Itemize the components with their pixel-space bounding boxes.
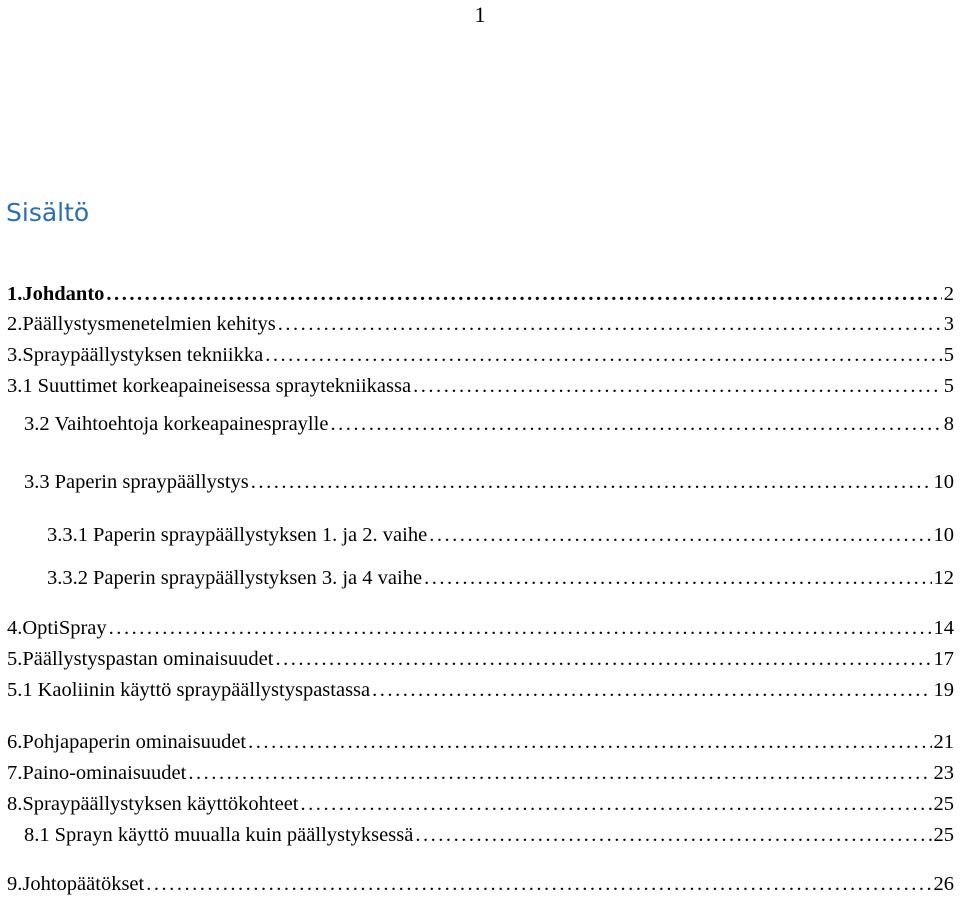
toc-entry-number: 5.1 <box>7 679 33 701</box>
toc-entry-title: Päällystyspastan ominaisuudet <box>22 648 274 670</box>
toc-entry[interactable] <box>7 376 954 397</box>
toc-entry-title: Päällystysmenetelmien kehitys <box>22 313 276 335</box>
toc-leader-dots <box>109 618 932 639</box>
toc-leader-dots <box>248 732 931 753</box>
toc-leader-dots <box>413 376 942 397</box>
toc-entry-title: Paino-ominaisuudet <box>22 762 187 784</box>
toc-entry-number: 1. <box>7 283 23 305</box>
toc-entry-number: 8.1 <box>24 824 50 846</box>
toc-leader-dots <box>424 568 931 589</box>
toc-entry-title: Paperin spraypäällystys <box>54 471 249 493</box>
toc-leader-dots <box>265 345 942 366</box>
toc-entry-number: 7. <box>7 762 23 784</box>
toc-entry-title: Spraypäällystyksen käyttökohteet <box>22 793 299 815</box>
page-title: Sisältö <box>6 198 90 227</box>
toc-entry-page: 2 <box>943 283 954 305</box>
toc-entry-title: Suuttimet korkeapaineisessa spraytekniikassa <box>37 375 412 397</box>
toc-entry-page: 3 <box>943 313 954 335</box>
toc-entry-title: Paperin spraypäällystyksen 3. ja 4 vaihe <box>93 567 423 589</box>
toc-entry-page: 26 <box>933 873 954 895</box>
toc-entry[interactable] <box>7 680 954 701</box>
toc-entry-page: 25 <box>933 824 954 846</box>
toc-entry-number: 3.2 <box>24 413 50 435</box>
toc-leader-dots <box>301 794 932 815</box>
toc-entry-title: Johtopäätökset <box>22 873 145 895</box>
toc-leader-dots <box>251 472 932 493</box>
toc-entry[interactable] <box>7 345 954 366</box>
toc-entry-number: 6. <box>7 731 23 753</box>
toc-entry-number: 2. <box>7 313 23 335</box>
toc-entry-page: 25 <box>933 793 954 815</box>
toc-entry[interactable] <box>24 472 954 493</box>
toc-entry-page: 10 <box>933 471 954 493</box>
toc-entry[interactable] <box>7 618 954 639</box>
toc-entry-page: 12 <box>933 567 954 589</box>
toc-entry[interactable] <box>7 284 954 305</box>
toc-entry[interactable] <box>7 314 954 335</box>
toc-entry-title: Paperin spraypäällystyksen 1. ja 2. vaihe <box>93 524 428 546</box>
toc-leader-dots <box>106 284 941 305</box>
toc-entry-page: 19 <box>933 679 954 701</box>
toc-entry[interactable] <box>47 568 954 589</box>
toc-entry-number: 9. <box>7 873 23 895</box>
toc-entry-number: 3. <box>7 344 23 366</box>
toc-entry-number: 5. <box>7 648 23 670</box>
toc-leader-dots <box>146 874 931 895</box>
toc-entry[interactable] <box>7 649 954 670</box>
toc-leader-dots <box>415 825 931 846</box>
toc-entry-page: 5 <box>943 344 954 366</box>
toc-leader-dots <box>275 649 931 670</box>
toc-entry-page: 14 <box>933 617 954 639</box>
toc-entry-title: Kaoliinin käyttö spraypäällystyspastassa <box>37 679 371 701</box>
toc-entry-page: 8 <box>943 413 954 435</box>
toc-entry-number: 4. <box>7 617 23 639</box>
toc-entry[interactable] <box>7 794 954 815</box>
toc-leader-dots <box>372 680 931 701</box>
toc-entry[interactable] <box>7 732 954 753</box>
toc-entry-page: 5 <box>943 375 954 397</box>
toc-entry[interactable] <box>7 874 954 895</box>
toc-entry-title: Pohjapaperin ominaisuudet <box>22 731 247 753</box>
toc-entry-page: 17 <box>933 648 954 670</box>
toc-entry-number: 3.3.2 <box>47 567 88 589</box>
toc-entry[interactable] <box>47 525 954 546</box>
toc-entry[interactable] <box>24 414 954 435</box>
toc-entry-number: 3.1 <box>7 375 33 397</box>
toc-entry[interactable] <box>24 825 954 846</box>
toc-entry-title: Spraypäällystyksen tekniikka <box>22 344 264 366</box>
toc-entry-page: 21 <box>933 731 954 753</box>
toc-entry-title: Johdanto <box>22 283 105 305</box>
toc-entry-title: Sprayn käyttö muualla kuin päällystyksessä <box>54 824 414 846</box>
toc-entry-title: Vaihtoehtoja korkeapainespraylle <box>54 413 329 435</box>
toc-leader-dots <box>429 525 931 546</box>
toc-leader-dots <box>330 414 941 435</box>
toc-entry[interactable] <box>7 763 954 784</box>
toc-entry-title: OptiSpray <box>22 617 107 639</box>
toc-entry-number: 3.3 <box>24 471 50 493</box>
toc-entry-number: 8. <box>7 793 23 815</box>
toc-leader-dots <box>278 314 942 335</box>
toc-entry-page: 10 <box>933 524 954 546</box>
toc-entry-number: 3.3.1 <box>47 524 88 546</box>
toc-leader-dots <box>188 763 931 784</box>
page-number: 1 <box>474 2 486 27</box>
toc-entry-page: 23 <box>933 762 954 784</box>
